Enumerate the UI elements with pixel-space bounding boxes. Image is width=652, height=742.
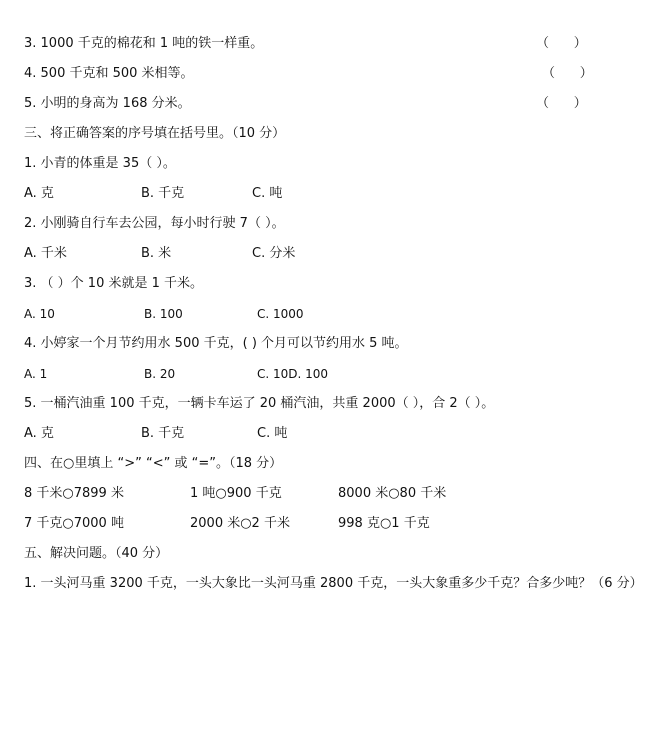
compare-item-4[interactable]: 7 千克○7000 吨: [24, 516, 124, 531]
q2-option-a[interactable]: A. 千米: [24, 246, 67, 261]
judge-item-5: 5. 小明的身高为 168 分米。: [24, 96, 191, 111]
q1-option-c[interactable]: C. 吨: [252, 186, 283, 201]
judge-answer-blank-4[interactable]: （ ）: [542, 66, 593, 81]
compare-item-1[interactable]: 8 千米○7899 米: [24, 486, 124, 501]
q5-option-c[interactable]: C. 吨: [257, 426, 288, 441]
section-3-heading: 三、将正确答案的序号填在括号里。（10 分）: [24, 126, 286, 141]
judge-item-3: 3. 1000 千克的棉花和 1 吨的铁一样重。: [24, 36, 264, 51]
q4-option-a[interactable]: A. 1: [24, 367, 48, 381]
compare-item-2[interactable]: 1 吨○900 千克: [190, 486, 282, 501]
q4-option-b[interactable]: B. 20: [144, 367, 176, 381]
section-4-heading: 四、在○里填上 “>” “<” 或 “=”。（18 分）: [24, 456, 283, 471]
word-problem-1: 1. 一头河马重 3200 千克，一头大象比一头河马重 2800 千克，一头大象重多少千克？合多少吨？（6 分）: [24, 576, 643, 591]
q3-option-b[interactable]: B. 100: [144, 307, 183, 321]
choice-question-1: 1. 小青的体重是 35（ ）。: [24, 156, 176, 171]
q1-option-a[interactable]: A. 克: [24, 186, 54, 201]
q3-option-a[interactable]: A. 10: [24, 307, 55, 321]
choice-question-2: 2. 小刚骑自行车去公园，每小时行驶 7（ ）。: [24, 216, 285, 231]
section-5-heading: 五、解决问题。（40 分）: [24, 546, 169, 561]
choice-question-4: 4. 小婷家一个月节约用水 500 千克，( ) 个月可以节约用水 5 吨。: [24, 336, 408, 351]
compare-item-5[interactable]: 2000 米○2 千米: [190, 516, 290, 531]
judge-answer-blank-3[interactable]: （ ）: [536, 36, 587, 51]
choice-question-3: 3. （ ）个 10 米就是 1 千米。: [24, 276, 204, 291]
compare-item-3[interactable]: 8000 米○80 千米: [338, 486, 447, 501]
q5-option-a[interactable]: A. 克: [24, 426, 54, 441]
compare-item-6[interactable]: 998 克○1 千克: [338, 516, 430, 531]
q1-option-b[interactable]: B. 千克: [141, 186, 185, 201]
q2-option-c[interactable]: C. 分米: [252, 246, 296, 261]
judge-item-4: 4. 500 千克和 500 米相等。: [24, 66, 194, 81]
q3-option-c[interactable]: C. 1000: [257, 307, 304, 321]
q4-option-c[interactable]: C. 10D. 100: [257, 367, 329, 381]
judge-answer-blank-5[interactable]: （ ）: [536, 96, 587, 111]
q5-option-b[interactable]: B. 千克: [141, 426, 185, 441]
q2-option-b[interactable]: B. 米: [141, 246, 172, 261]
choice-question-5: 5. 一桶汽油重 100 千克，一辆卡车运了 20 桶汽油，共重 2000（ ），合 2（ ）。: [24, 396, 495, 411]
